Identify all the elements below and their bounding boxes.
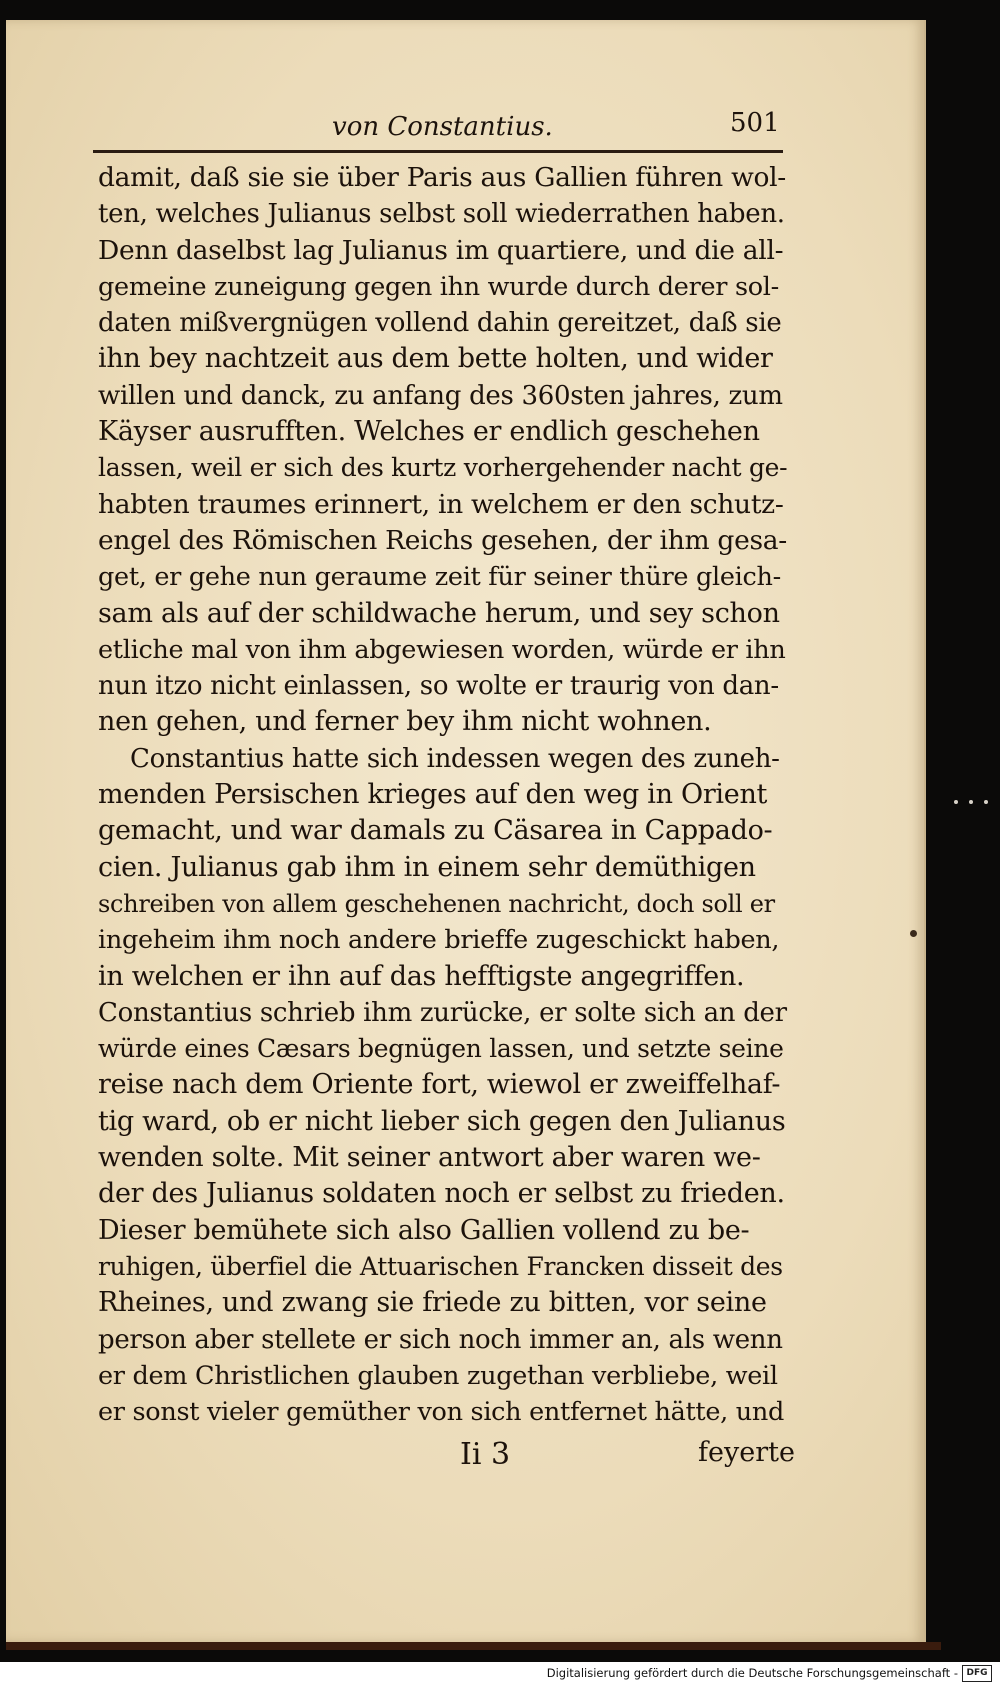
text-line: engel des Römischen Reichs gesehen, der ihm gesa- [98,524,787,556]
text-line: daten mißvergnügen vollend dahin gereitzet, daß sie [98,308,782,339]
ink-speck [910,930,917,937]
dot-mark [954,800,958,804]
text-line: in welchen er ihn auf das hefftigste angegriffen. [98,960,745,992]
text-line: person aber stellete er sich noch immer an, als wenn [98,1324,783,1355]
text-line: sam als auf der schildwache herum, und sey schon [98,597,780,629]
page-footer [98,1437,795,1477]
text-line: habten traumes erinnert, in welchem er den schutz- [98,488,784,520]
text-line: etliche mal von ihm abgewiesen worden, würde er ihn [98,634,786,665]
signature-mark: Ii 3 [460,1437,511,1472]
text-line: ten, welches Julianus selbst soll wiederrathen haben. [98,199,785,230]
text-line: reise nach dem Oriente fort, wiewol er zweiffelhaf- [98,1069,781,1101]
text-line: gemacht, und war damals zu Cäsarea in Cappado- [98,815,773,847]
catchword: feyerte [698,1437,795,1468]
dfg-logo-icon: DFG [962,1665,992,1682]
text-line: gemeine zuneigung gegen ihn wurde durch derer sol- [98,271,779,302]
text-line: würde eines Cæsars begnügen lassen, und setzte seine [98,1034,784,1064]
text-line: ingeheim ihm noch andere brieffe zugeschickt haben, [98,925,780,956]
text-line: tig ward, ob er nicht lieber sich gegen den Julianus [98,1105,786,1137]
text-line: ihn bey nachtzeit aus dem bette holten, und wider [98,343,773,375]
text-line: Käyser ausrufften. Welches er endlich geschehen [98,416,760,448]
text-line: er sonst vieler gemüther von sich entfernet hätte, und [98,1397,785,1428]
text-line: Dieser bemühete sich also Gallien vollend zu be- [98,1214,750,1246]
text-line: nen gehen, und ferner bey ihm nicht wohnen. [98,706,712,738]
text-line: damit, daß sie sie über Paris aus Gallien führen wol- [98,162,786,193]
text-line: Rheines, und zwang sie friede zu bitten, vor seine [98,1287,767,1319]
text-line: willen und danck, zu anfang des 360sten jahres, zum [98,380,783,411]
text-line: ruhigen, überfiel die Attuarischen Francken disseit des [98,1251,783,1281]
text-line: wenden solte. Mit seiner antwort aber waren we- [98,1142,761,1174]
text-line: lassen, weil er sich des kurtz vorhergehender nacht ge- [98,453,788,483]
page-header [90,110,790,150]
text-line: get, er gehe nun geraume zeit für seiner thüre gleich- [98,562,781,593]
header-rule [93,150,783,153]
dot-mark [969,800,973,804]
page-number: 501 [730,108,780,138]
digitization-credit: Digitalisierung gefördert durch die Deutsche Forschungsgemeinschaft - [546,1666,958,1680]
text-line: cien. Julianus gab ihm in einem sehr demüthigen [98,851,756,883]
text-line: nun itzo nicht einlassen, so wolte er traurig von dan- [98,671,779,702]
credit-bar [0,1662,1000,1687]
text-line: Denn daselbst lag Julianus im quartiere, und die all- [98,234,784,266]
running-title: von Constantius. [332,112,553,142]
text-line: menden Persischen krieges auf den weg in Orient [98,779,768,811]
body-text [98,160,788,1430]
text-line: er dem Christlichen glauben zugethan verbliebe, weil [98,1360,778,1391]
text-line: schreiben von allem geschehenen nachricht, doch soll er [98,889,775,918]
dot-mark [984,800,988,804]
text-line-paragraph-start: Constantius hatte sich indessen wegen des zuneh- [130,743,780,774]
text-line: Constantius schrieb ihm zurücke, er solte sich an der [98,997,787,1028]
page-bottom-edge [6,1642,941,1650]
text-line: der des Julianus soldaten noch er selbst zu frieden. [98,1178,785,1210]
